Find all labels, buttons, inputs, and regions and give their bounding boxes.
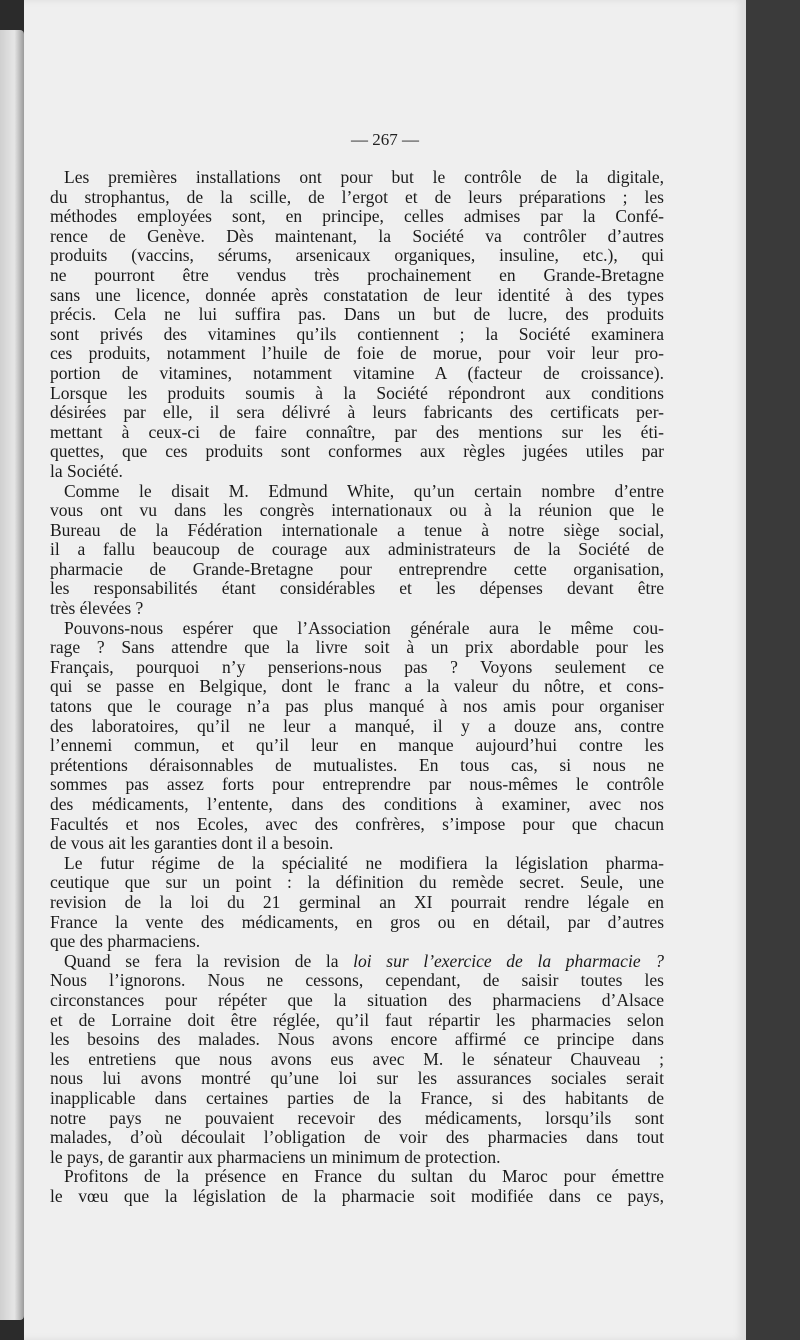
text-line: précis. Cela ne lui suffira pas. Dans un but de lucre, des produits — [50, 304, 664, 325]
text-line: des médicaments, l’entente, dans des conditions à examiner, avec nos — [50, 794, 664, 814]
paragraph — [50, 168, 664, 482]
text-line: Profitons de la présence en France du sultan du Maroc pour émettre — [64, 1166, 664, 1187]
text-line: Français, pourquoi n’y penserions-nous pas ? Voyons seulement ce — [50, 656, 664, 677]
text-line: portion de vitamines, notamment vitamine A (facteur de croissance). — [50, 362, 664, 383]
text-line: de vous ait les garanties dont il a besoin. — [50, 833, 334, 854]
text-line: sommes pas assez forts pour entreprendre par nous-mêmes le contrôle — [50, 774, 664, 795]
text-line: le vœu que la législation de la pharmacie soit modifiée dans ce pays, — [50, 1185, 664, 1206]
text-line: qui se passe en Belgique, dont le franc a la valeur du nôtre, et cons- — [50, 676, 664, 697]
text-line: ne pourront être vendus très prochainement en Grande-Bretagne — [50, 264, 664, 285]
paragraph — [50, 619, 664, 854]
left-page-edge — [0, 30, 24, 1320]
text-line: désirées par elle, il sera délivré à leurs fabricants des certificats per- — [50, 402, 664, 423]
text-line: Quand se fera la revision de la loi sur l’exercice de la pharmacie ? — [64, 950, 664, 971]
text-line: quettes, que ces produits sont conformes aux règles jugées utiles par — [50, 441, 664, 462]
text-line: sont privés des vitamines qu’ils contiennent ; la Société examinera — [50, 323, 664, 344]
law-title: loi sur l’exercice de la pharmacie ? — [353, 950, 664, 971]
text-line: mettant à ceux-ci de faire connaître, par des mentions sur les éti- — [50, 421, 664, 442]
text-line: France la vente des médicaments, en gros ou en détail, par d’autres — [50, 911, 664, 932]
text-line: sans une licence, donnée après constatation de leur identité à des types — [50, 284, 664, 305]
text-line: malades, d’où découlait l’obligation de voir des pharmacies dans tout — [50, 1127, 664, 1148]
text-line: Les premières installations ont pour but le contrôle de la digitale, — [64, 167, 664, 187]
text-line: et de Lorraine doit être réglée, qu’il faut répartir les pharmacies selon — [50, 1009, 664, 1030]
text-line: prétentions déraisonnables de mutualistes. En tous cas, si nous ne — [50, 754, 664, 775]
text-line: inapplicable dans certaines parties de la France, si des habitants de — [50, 1087, 664, 1108]
text-line: nous lui avons montré qu’une loi sur les assurances sociales serait — [50, 1068, 664, 1089]
text-line: Facultés et nos Ecoles, avec des confrères, s’impose pour que chacun — [50, 813, 664, 834]
text-line: Comme le disait M. Edmund White, qu’un certain nombre d’entre — [64, 480, 664, 501]
text-line: notre pays ne pouvaient recevoir des médicaments, lorsqu’ils sont — [50, 1107, 664, 1128]
text-line: Lorsque les produits soumis à la Société répondront aux conditions — [50, 382, 664, 403]
text-line: il a fallu beaucoup de courage aux administrateurs de la Société de — [50, 539, 664, 560]
text-line: tatons que le courage n’a pas plus manqué à nos amis pour organiser — [50, 696, 664, 717]
text-line: rage ? Sans attendre que la livre soit à un prix abordable pour les — [50, 637, 664, 658]
text-line: des laboratoires, qu’il ne leur a manqué, il y a douze ans, contre — [50, 715, 664, 736]
text-line: ceutique que sur un point : la définition du remède secret. Seule, une — [50, 872, 664, 893]
paragraph — [50, 1167, 664, 1206]
text-line: Pouvons-nous espérer que l’Association générale aura le même cou- — [64, 617, 664, 638]
paragraph — [50, 854, 664, 952]
body-text — [50, 168, 664, 1206]
text-line: l’ennemi commun, et qu’il leur en manque aujourd’hui contre les — [50, 735, 664, 756]
text-line: le pays, de garantir aux pharmaciens un minimum de protection. — [50, 1146, 501, 1167]
paragraph — [50, 482, 664, 619]
text-line: produits (vaccins, sérums, arsenicaux organiques, insuline, etc.), qui — [50, 245, 664, 266]
scan-background — [746, 0, 800, 1340]
text-line: circonstances pour répéter que la situation des pharmaciens d’Alsace — [50, 989, 664, 1010]
text-line: les besoins des malades. Nous avons encore affirmé ce principe dans — [50, 1029, 664, 1050]
text-line: que des pharmaciens. — [50, 931, 201, 952]
text-line: les entretiens que nous avons eus avec M. le sénateur Chauveau ; — [50, 1048, 664, 1069]
text-line: rence de Genève. Dès maintenant, la Société va contrôler d’autres — [50, 225, 664, 246]
text-line: très élevées ? — [50, 598, 144, 619]
text-line: Nous l’ignorons. Nous ne cessons, cependant, de saisir toutes les — [50, 970, 664, 991]
text-line: pharmacie de Grande-Bretagne pour entreprendre cette organisation, — [50, 558, 664, 579]
page-number: — 267 — — [351, 130, 419, 149]
text-line: vous ont vu dans les congrès internationaux ou à la réunion que le — [50, 500, 664, 521]
text-line: ces produits, notamment l’huile de foie de morue, pour voir leur pro- — [50, 343, 664, 364]
text-line: Le futur régime de la spécialité ne modifiera la législation pharma- — [64, 852, 664, 873]
book-page — [24, 0, 746, 1340]
text-line: Bureau de la Fédération internationale a tenue à notre siège social, — [50, 519, 664, 540]
text-line: revision de la loi du 21 germinal an XI pourrait rendre légale en — [50, 891, 664, 912]
text-line: méthodes employées sont, en principe, celles admises par la Confé- — [50, 206, 664, 227]
text-line: du strophantus, de la scille, de l’ergot et de leurs préparations ; les — [50, 186, 664, 207]
paragraph — [50, 952, 664, 1168]
text-line: la Société. — [50, 460, 123, 481]
text-line: les responsabilités étant considérables et les dépenses devant être — [50, 578, 664, 599]
